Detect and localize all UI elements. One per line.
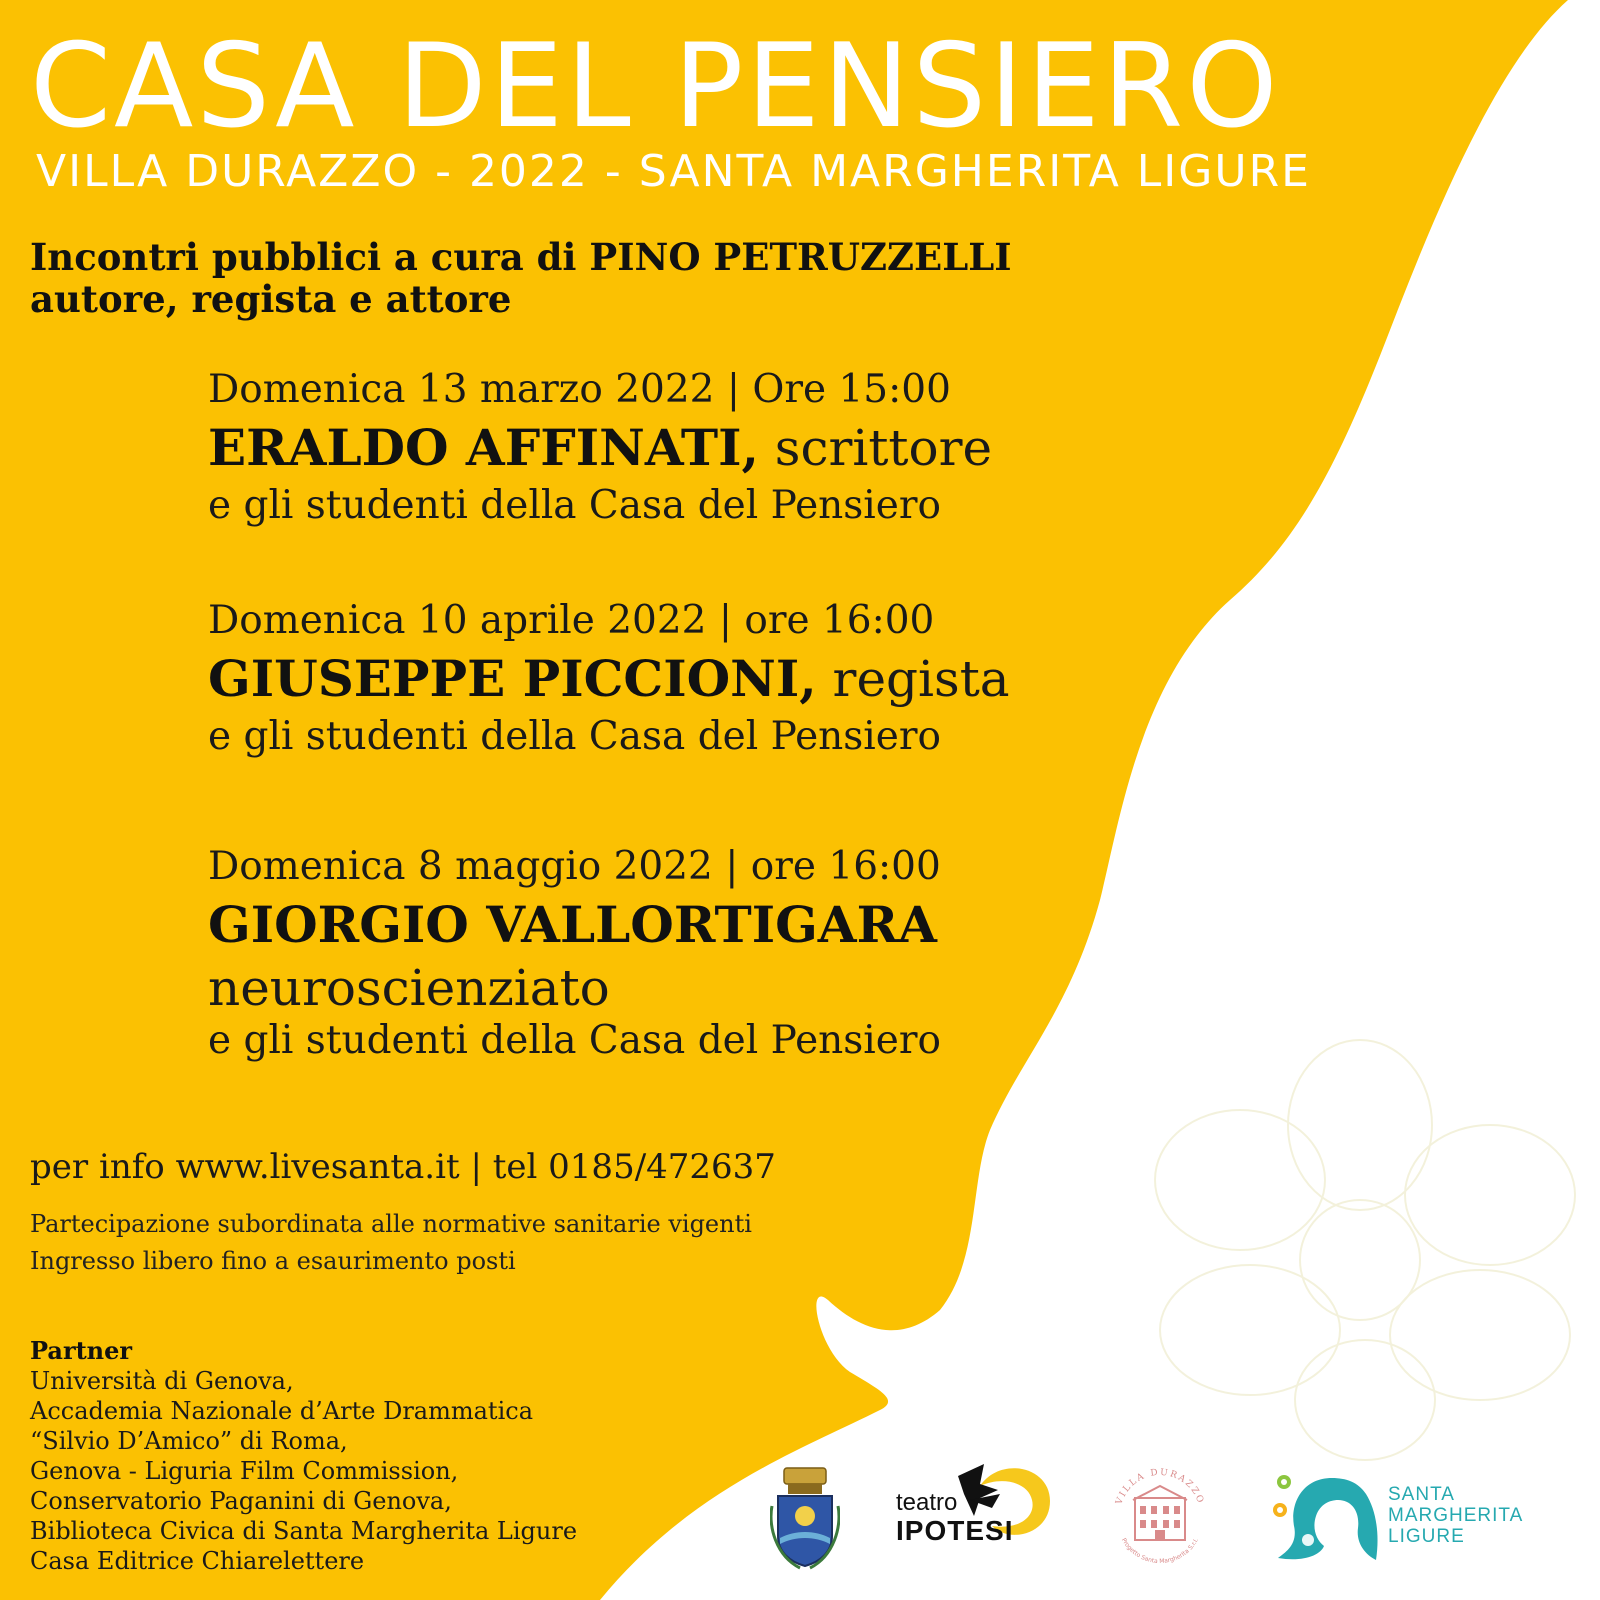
event-guest	[208, 891, 1108, 959]
note-line: Partecipazione subordinata alle normative sanitarie vigenti	[30, 1210, 752, 1238]
svg-text:Progetto Santa Margherita S.r.	[1120, 1537, 1200, 1565]
event-guest	[208, 414, 1108, 482]
municipal-crest-icon	[770, 1466, 840, 1570]
event-3	[208, 843, 1108, 1065]
sml-line: MARGHERITA	[1388, 1505, 1524, 1526]
partners-title: Partner	[30, 1336, 133, 1365]
curator-line: Incontri pubblici a cura di PINO PETRUZZELLI	[30, 235, 1012, 279]
curator-block	[30, 236, 1110, 320]
event-date: Domenica 8 maggio 2022 | ore 16:00	[208, 844, 941, 889]
teatro-ipotesi-wordmark	[896, 1490, 1013, 1546]
santa-margherita-wordmark	[1388, 1484, 1523, 1547]
sml-line: LIGURE	[1388, 1526, 1465, 1547]
event-1	[208, 366, 1108, 530]
teatro-label: teatro	[896, 1489, 958, 1516]
event-2	[208, 597, 1108, 761]
santa-margherita-woman-icon	[1272, 1470, 1382, 1566]
partner-item: Conservatorio Paganini di Genova,	[30, 1487, 452, 1515]
partner-item: “Silvio D’Amico” di Roma,	[30, 1427, 348, 1455]
guest-role: scrittore	[758, 419, 993, 477]
guest-role: regista	[816, 650, 1010, 708]
partner-item: Accademia Nazionale d’Arte Drammatica	[30, 1397, 534, 1425]
partner-item: Università di Genova,	[30, 1367, 294, 1395]
event-with: e gli studenti della Casa del Pensiero	[208, 714, 941, 759]
villa-seal-top-text: VILLA DURAZZO	[1114, 1467, 1206, 1507]
svg-text:VILLA DURAZZO	[1114, 1468, 1205, 1507]
event-title: CASA DEL PENSIERO	[30, 19, 1281, 154]
event-with: e gli studenti della Casa del Pensiero	[208, 1018, 941, 1063]
event-date: Domenica 13 marzo 2022 | Ore 15:00	[208, 367, 951, 412]
partner-item: Casa Editrice Chiarelettere	[30, 1547, 365, 1575]
villa-seal-bottom-text: Progetto Santa Margherita S.r.l.	[1119, 1537, 1201, 1566]
guest-role: neuroscienziato	[208, 959, 610, 1017]
partner-item: Genova - Liguria Film Commission,	[30, 1457, 459, 1485]
guest-name: ERALDO AFFINATI,	[208, 418, 759, 477]
curator-role: autore, regista e attore	[30, 277, 512, 321]
guest-name: GIUSEPPE PICCIONI,	[208, 649, 817, 708]
note-line: Ingresso libero fino a esaurimento posti	[30, 1247, 516, 1275]
contact-info: per info www.livesanta.it | tel 0185/472637	[30, 1147, 776, 1187]
partners-block	[30, 1336, 577, 1576]
notes-block	[30, 1206, 752, 1280]
guest-name: GIORGIO VALLORTIGARA	[208, 895, 937, 954]
event-subtitle: VILLA DURAZZO - 2022 - SANTA MARGHERITA LIGURE	[36, 146, 1311, 197]
sml-line: SANTA	[1388, 1484, 1455, 1505]
ipotesi-label: IPOTESI	[896, 1515, 1014, 1546]
villa-durazzo-seal-icon	[1105, 1460, 1215, 1570]
event-date: Domenica 10 aprile 2022 | ore 16:00	[208, 598, 935, 643]
event-with: e gli studenti della Casa del Pensiero	[208, 483, 941, 528]
event-guest	[208, 645, 1108, 713]
flower-watermark	[1155, 1040, 1575, 1460]
partner-item: Biblioteca Civica di Santa Margherita Ligure	[30, 1517, 578, 1545]
